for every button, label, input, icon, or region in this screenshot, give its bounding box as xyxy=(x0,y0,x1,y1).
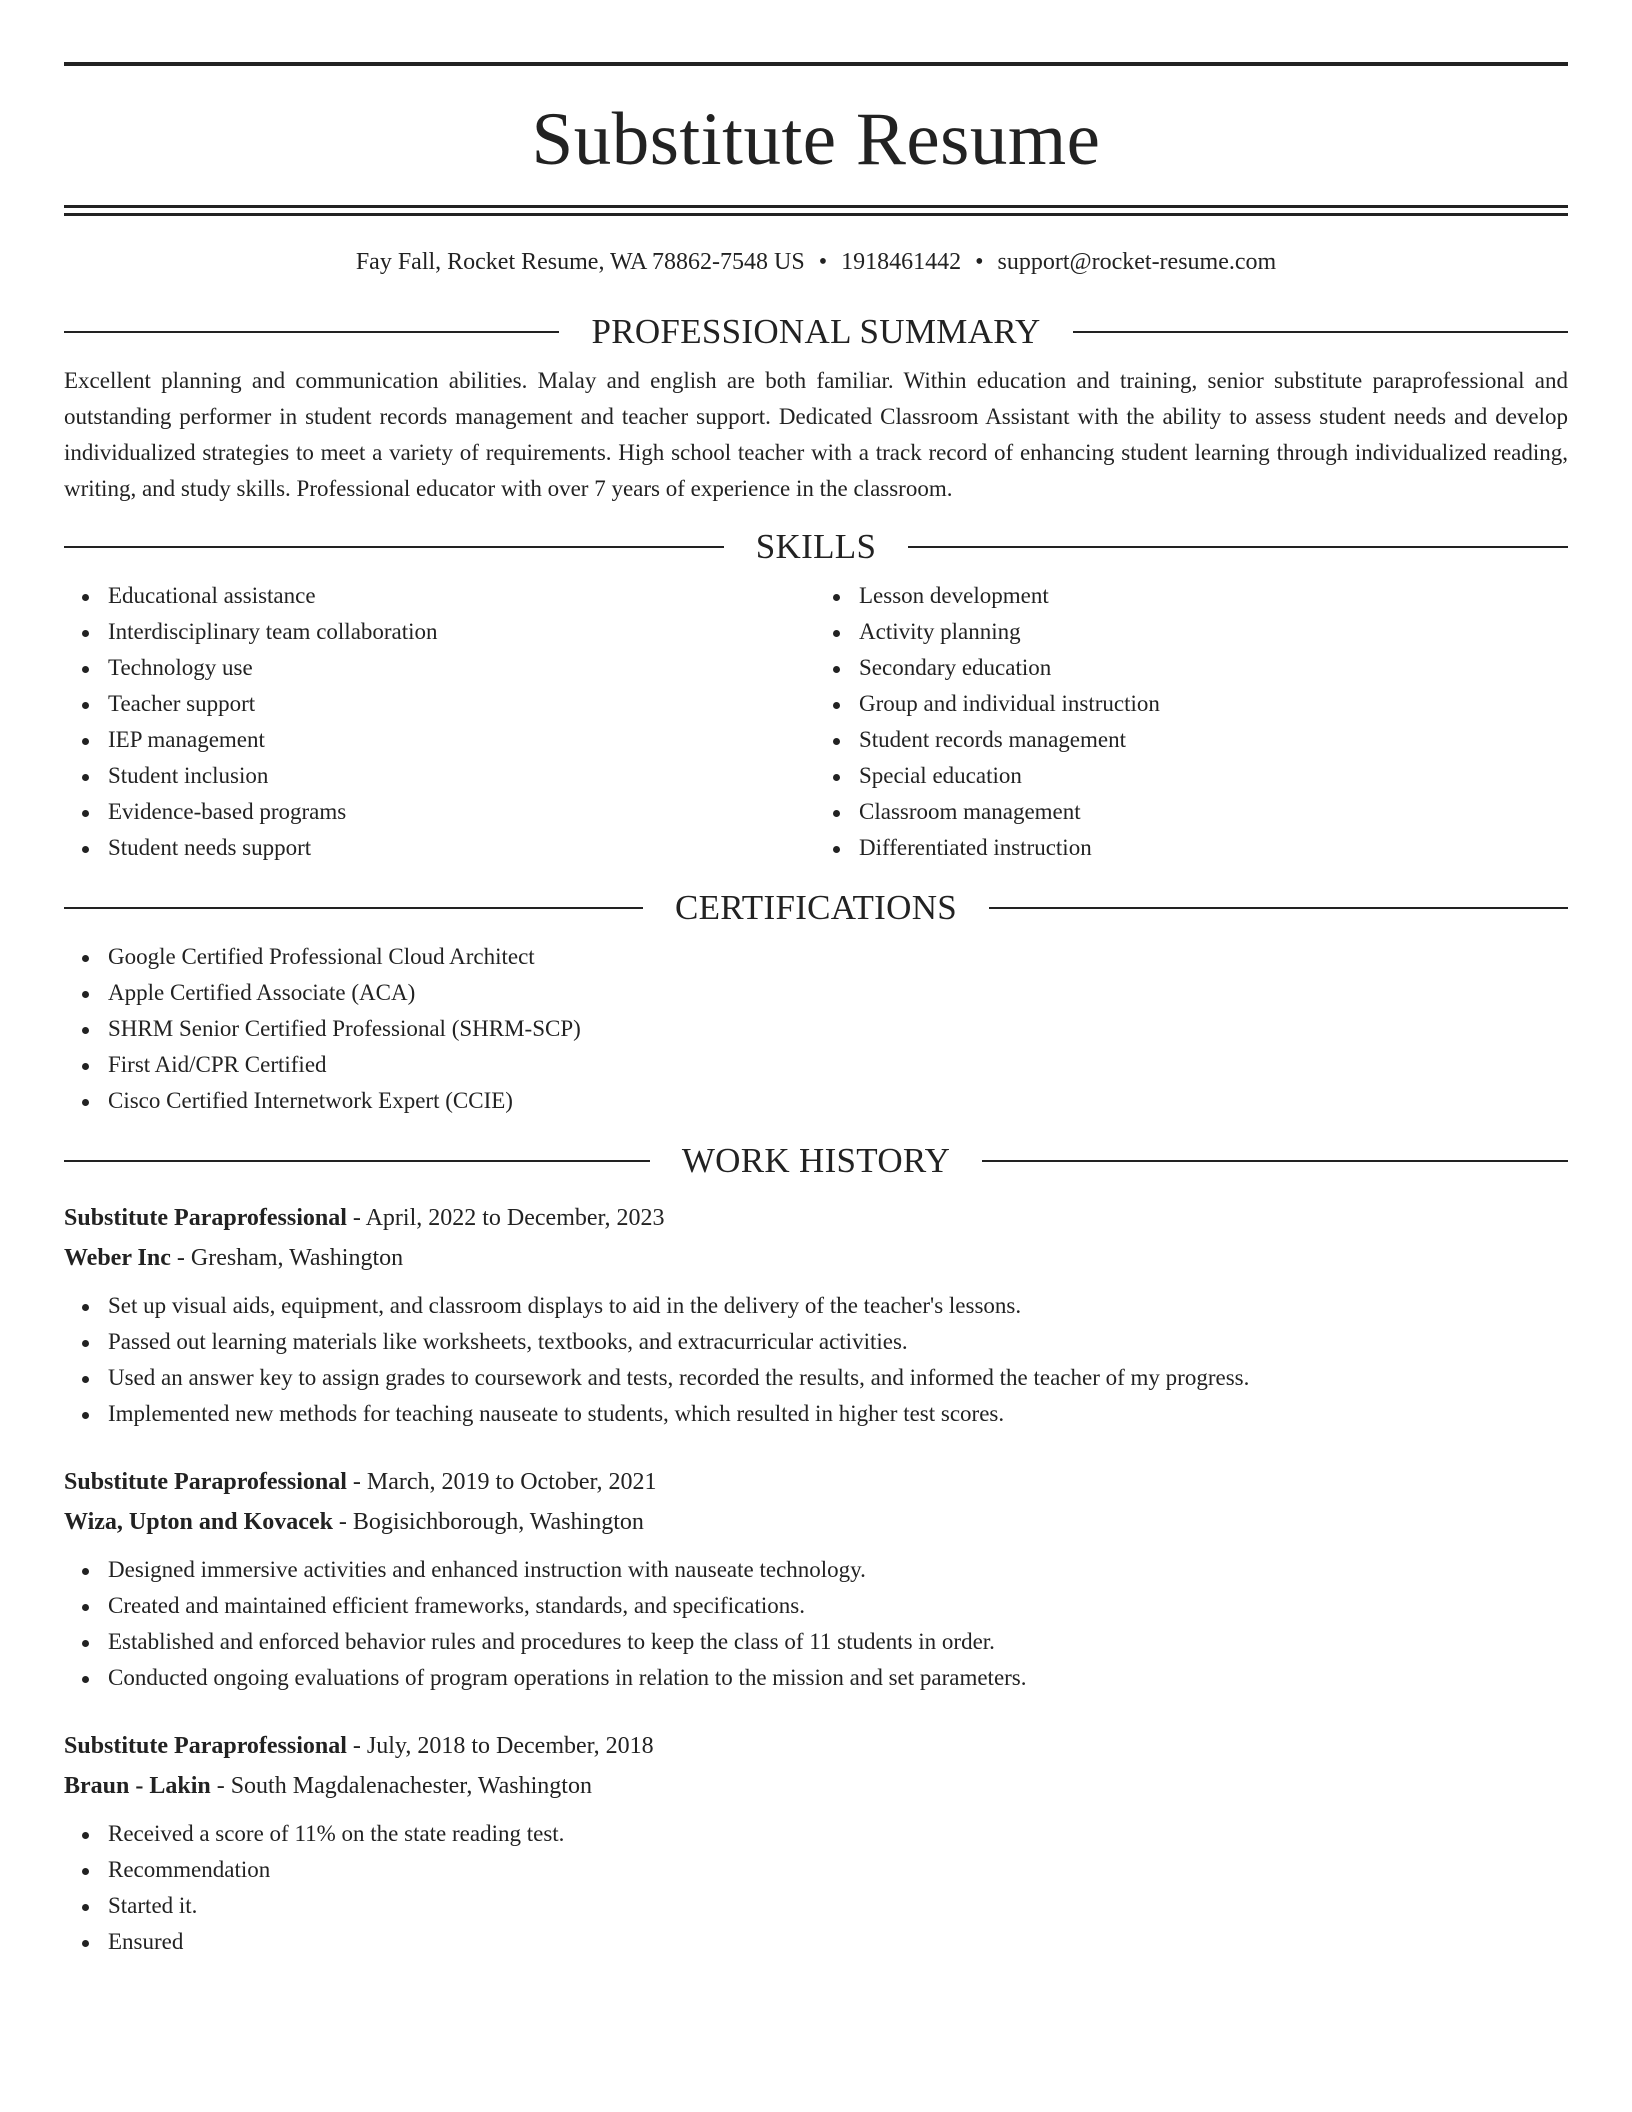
skill-item: Activity planning xyxy=(859,614,1568,650)
certifications-heading: CERTIFICATIONS xyxy=(674,888,958,927)
job-dates: - March, 2019 to October, 2021 xyxy=(346,1469,657,1495)
summary-text: Excellent planning and communication abilities. Malay and english are both familiar. Within education and training, senior substitute paraprofessional and outstanding performer in student records management and teacher support. Dedicated Classroom Assistant with the ability to assess student needs and develop individualized strategies to meet a variety of requirements. High school teacher with a track record of enhancing student learning through individualized reading, writing, and study skills. Professional educator with over 7 years of experience in the classroom. xyxy=(64,368,1568,501)
certifications-section-heading xyxy=(64,890,1568,925)
skills-section-heading xyxy=(64,529,1568,564)
summary-section-heading xyxy=(64,314,1568,349)
job-duty-item: Started it. xyxy=(108,1888,1568,1924)
summary-heading: PROFESSIONAL SUMMARY xyxy=(591,312,1041,351)
skill-item: Evidence-based programs xyxy=(108,794,817,830)
certification-item: Google Certified Professional Cloud Architect xyxy=(108,939,1568,975)
heading-rule xyxy=(908,546,1568,548)
heading-rule xyxy=(1073,331,1568,333)
contact-separator: • xyxy=(818,249,828,275)
job-title-line xyxy=(64,1726,1568,1766)
skill-item: Lesson development xyxy=(859,578,1568,614)
job-duty-item: Implemented new methods for teaching nauseate to students, which resulted in higher test scores. xyxy=(108,1396,1568,1432)
title-double-rule xyxy=(64,205,1568,216)
job-title: Substitute Paraprofessional xyxy=(64,1733,347,1759)
job-duty-item: Used an answer key to assign grades to coursework and tests, recorded the results, and informed the teacher of my progress. xyxy=(108,1360,1568,1396)
certification-item: Cisco Certified Internetwork Expert (CCIE) xyxy=(108,1083,1568,1119)
contact-phone: 1918461442 xyxy=(841,249,962,275)
skills-list xyxy=(64,578,1568,866)
job-duty-item: Established and enforced behavior rules and procedures to keep the class of 11 students in order. xyxy=(108,1624,1568,1660)
job-dates: - April, 2022 to December, 2023 xyxy=(346,1205,665,1231)
job-duty-item: Created and maintained efficient frameworks, standards, and specifications. xyxy=(108,1588,1568,1624)
certifications-list xyxy=(64,939,1568,1119)
skill-item: Special education xyxy=(859,758,1568,794)
skills-column-left xyxy=(64,578,817,866)
job-duties xyxy=(64,1816,1568,1960)
job-company: Wiza, Upton and Kovacek xyxy=(64,1509,333,1535)
job-duty-item: Designed immersive activities and enhanced instruction with nauseate technology. xyxy=(108,1552,1568,1588)
job-duty-item: Received a score of 11% on the state reading test. xyxy=(108,1816,1568,1852)
job-duty-item: Set up visual aids, equipment, and classroom displays to aid in the delivery of the teacher's lessons. xyxy=(108,1288,1568,1324)
work-section-heading xyxy=(64,1143,1568,1178)
job-duty-item: Recommendation xyxy=(108,1852,1568,1888)
heading-rule xyxy=(64,907,643,909)
certification-item: SHRM Senior Certified Professional (SHRM-SCP) xyxy=(108,1011,1568,1047)
skill-item: Group and individual instruction xyxy=(859,686,1568,722)
skill-item: IEP management xyxy=(108,722,817,758)
job-title-line xyxy=(64,1462,1568,1502)
skill-item: Student records management xyxy=(859,722,1568,758)
skill-item: Classroom management xyxy=(859,794,1568,830)
job-company-line xyxy=(64,1502,1568,1542)
job-company: Braun - Lakin xyxy=(64,1773,211,1799)
top-rule xyxy=(64,62,1568,66)
skill-item: Interdisciplinary team collaboration xyxy=(108,614,817,650)
contact-address: Fay Fall, Rocket Resume, WA 78862-7548 US xyxy=(355,249,805,275)
resume-title: Substitute Resume xyxy=(531,98,1101,181)
job-location: - South Magdalenachester, Washington xyxy=(210,1773,592,1799)
contact-email: support@rocket-resume.com xyxy=(997,249,1277,275)
job-entry xyxy=(64,1198,1568,1432)
skill-item: Student needs support xyxy=(108,830,817,866)
heading-rule xyxy=(64,1160,650,1162)
skill-item: Student inclusion xyxy=(108,758,817,794)
job-dates: - July, 2018 to December, 2018 xyxy=(346,1733,654,1759)
certification-item: Apple Certified Associate (ACA) xyxy=(108,975,1568,1011)
job-entry xyxy=(64,1726,1568,1960)
job-duty-item: Conducted ongoing evaluations of program operations in relation to the mission and set parameters. xyxy=(108,1660,1568,1696)
heading-rule xyxy=(982,1160,1568,1162)
skills-heading: SKILLS xyxy=(755,527,877,566)
job-duties xyxy=(64,1288,1568,1432)
job-entry xyxy=(64,1462,1568,1696)
contact-line xyxy=(64,250,1568,274)
certification-item: First Aid/CPR Certified xyxy=(108,1047,1568,1083)
resume-page xyxy=(64,0,1568,1990)
skill-item: Secondary education xyxy=(859,650,1568,686)
job-duties xyxy=(64,1552,1568,1696)
heading-rule xyxy=(64,331,559,333)
job-title-line xyxy=(64,1198,1568,1238)
skill-item: Technology use xyxy=(108,650,817,686)
job-company-line xyxy=(64,1766,1568,1806)
work-heading: WORK HISTORY xyxy=(681,1141,951,1180)
skill-item: Teacher support xyxy=(108,686,817,722)
heading-rule xyxy=(64,546,724,548)
job-company: Weber Inc xyxy=(64,1245,171,1271)
job-location: - Gresham, Washington xyxy=(170,1245,404,1271)
job-duty-item: Passed out learning materials like worksheets, textbooks, and extracurricular activities. xyxy=(108,1324,1568,1360)
skill-item: Educational assistance xyxy=(108,578,817,614)
contact-separator: • xyxy=(975,249,984,275)
job-title: Substitute Paraprofessional xyxy=(64,1205,347,1231)
job-company-line xyxy=(64,1238,1568,1278)
heading-rule xyxy=(989,907,1568,909)
job-title: Substitute Paraprofessional xyxy=(64,1469,347,1495)
skill-item: Differentiated instruction xyxy=(859,830,1568,866)
skills-column-right xyxy=(817,578,1568,866)
job-location: - Bogisichborough, Washington xyxy=(332,1509,644,1535)
job-duty-item: Ensured xyxy=(108,1924,1568,1960)
